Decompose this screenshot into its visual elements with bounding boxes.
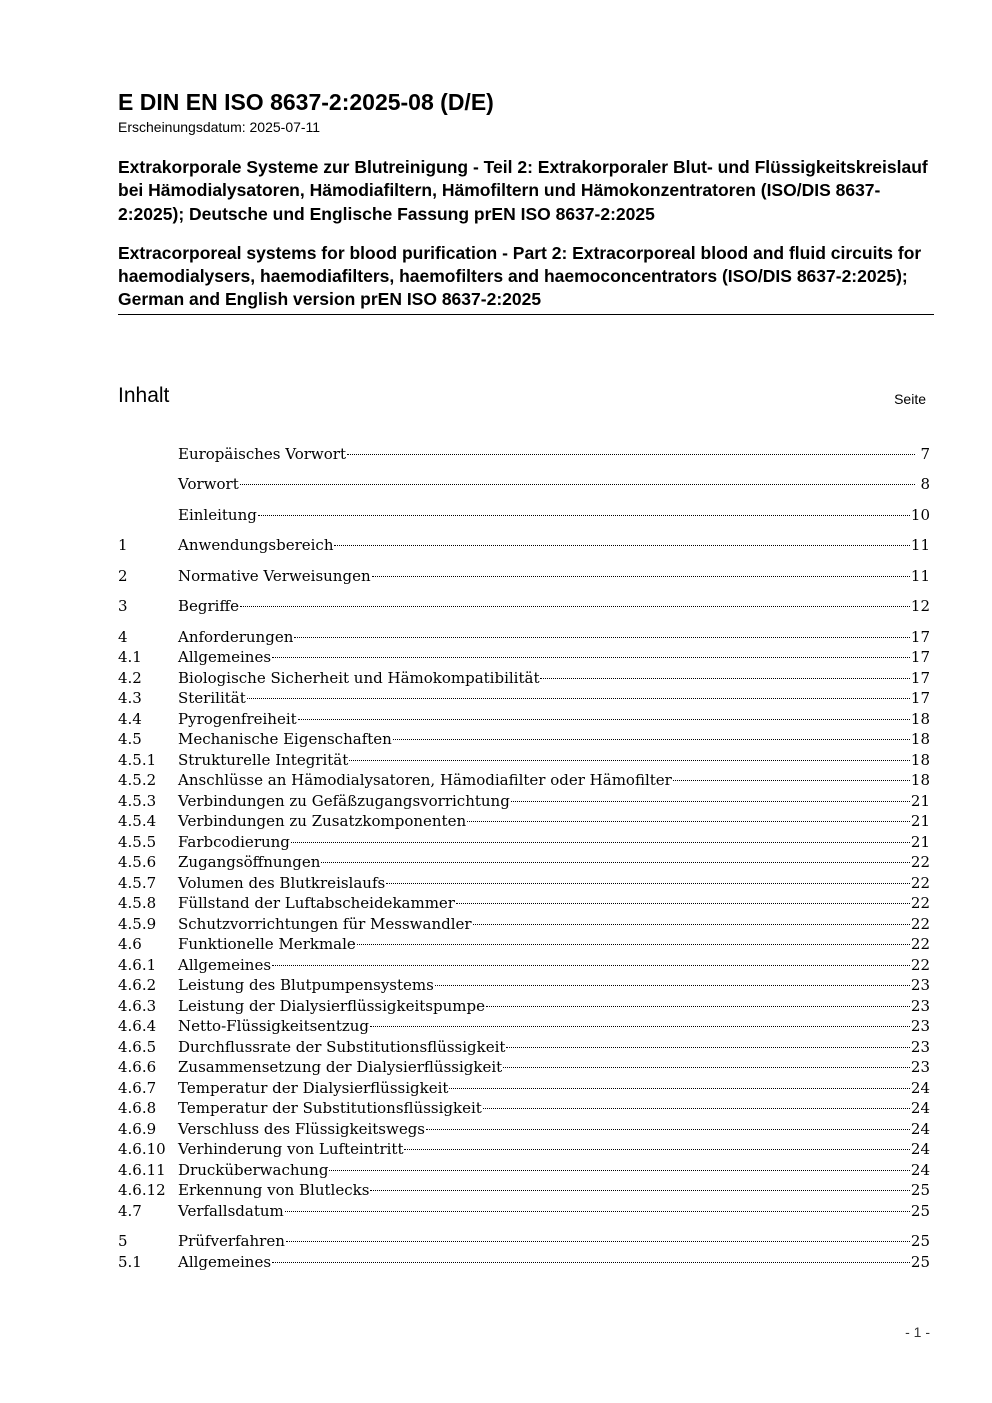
toc-entry-number: 4 — [118, 627, 128, 646]
publication-date: Erscheinungsdatum: 2025-07-11 — [118, 119, 321, 135]
toc-entry[interactable] — [118, 1175, 930, 1199]
title-german: Extrakorporale Systeme zur Blutreinigung - Teil 2: Extrakorporaler Blut- und Flüssigkeitskreislauf bei Hämodialysatoren, Hämodiafiltern, Hämofiltern und Hämokonzentratoren (ISO/DIS 8637-2:2025); Deutsche und Englische Fassung prEN ISO 8637-2:2025 — [118, 157, 928, 224]
toc-leader-dots — [540, 662, 909, 683]
toc-entry-page: 12 — [910, 597, 930, 615]
toc-entry[interactable] — [118, 1246, 930, 1271]
toc-page-label: Seite — [894, 391, 926, 407]
toc-entry-page: 21 — [910, 832, 930, 851]
toc-leader-dots — [357, 929, 910, 950]
toc-entry-label: Verbindungen zu Zusatzkomponenten — [178, 812, 467, 830]
toc-entry-page: 8 — [920, 475, 930, 493]
toc-entry-label: Anschlüsse an Hämodialysatoren, Hämodiafilter oder Hämofilter — [178, 771, 672, 789]
toc-entry-label: Verbindungen zu Gefäßzugangsvorrichtung — [178, 791, 510, 810]
toc-leader-dots — [272, 642, 910, 663]
toc-leader-dots — [294, 621, 910, 642]
toc-leader-dots — [247, 683, 910, 704]
toc-leader-dots — [240, 469, 915, 490]
toc-entry-page: 17 — [910, 627, 930, 646]
toc-entry-label: Mechanische Eigenschaften — [178, 730, 392, 748]
toc-entry-page: 18 — [910, 750, 930, 769]
toc-entry-number: 4.6.12 — [118, 1181, 166, 1199]
toc-entry-page: 22 — [910, 935, 930, 953]
toc-entry[interactable] — [118, 621, 930, 646]
toc-entry-label: Anforderungen — [178, 627, 294, 646]
toc-entry-page: 25 — [910, 1201, 930, 1220]
toc-entry[interactable] — [118, 847, 930, 871]
toc-entry-label: Zugangsöffnungen — [178, 853, 321, 871]
toc-entry[interactable] — [118, 888, 930, 912]
table-of-contents — [118, 438, 930, 1271]
toc-entry[interactable] — [118, 970, 930, 994]
toc-leader-dots — [467, 806, 910, 827]
toc-entry-number: 3 — [118, 597, 128, 615]
toc-entry-page: 22 — [910, 955, 930, 974]
toc-entry-page: 24 — [910, 1119, 930, 1138]
toc-entry-page: 24 — [910, 1099, 930, 1117]
toc-entry-label: Erkennung von Blutlecks — [178, 1181, 370, 1199]
toc-entry-page: 25 — [910, 1181, 930, 1199]
toc-entry-page: 25 — [910, 1252, 930, 1271]
toc-entry-page: 18 — [910, 771, 930, 789]
toc-entry[interactable] — [118, 765, 930, 789]
toc-entry-label: Schutzvorrichtungen für Messwandler — [178, 914, 472, 933]
toc-entry-number: 4.6.11 — [118, 1160, 166, 1179]
toc-leader-dots — [370, 1011, 910, 1032]
toc-entry[interactable] — [118, 1113, 930, 1138]
toc-leader-dots — [291, 826, 910, 847]
toc-entry-page: 22 — [910, 853, 930, 871]
toc-entry-number: 4.6.4 — [118, 1017, 157, 1035]
toc-entry-page: 24 — [910, 1140, 930, 1158]
toc-entry-number: 4.3 — [118, 689, 142, 707]
toc-entry-page: 18 — [910, 709, 930, 728]
toc-entry-label: Verhinderung von Lufteintritt — [178, 1140, 404, 1158]
toc-entry-number: 4.6.3 — [118, 996, 157, 1015]
toc-entry-number: 4.5.9 — [118, 914, 157, 933]
toc-entry-label: Allgemeines — [178, 648, 272, 666]
toc-entry-page: 22 — [910, 914, 930, 933]
toc-leader-dots — [298, 703, 910, 724]
toc-leader-dots — [286, 1226, 910, 1247]
toc-leader-dots — [370, 1175, 910, 1196]
toc-leader-dots — [349, 744, 910, 765]
toc-leader-dots — [483, 1093, 910, 1114]
toc-entry-page: 11 — [910, 566, 930, 585]
page-number: - 1 - — [905, 1324, 930, 1340]
toc-entry[interactable] — [118, 642, 930, 666]
toc-entry-page: 23 — [910, 976, 930, 994]
toc-entry-number: 5.1 — [118, 1252, 142, 1271]
toc-leader-dots — [673, 765, 910, 786]
toc-entry-page: 10 — [910, 505, 930, 524]
toc-entry-number: 4.6.5 — [118, 1037, 157, 1056]
toc-entry-label: Vorwort — [178, 475, 239, 493]
toc-leader-dots — [386, 867, 910, 888]
toc-entry-label: Farbcodierung — [178, 832, 290, 851]
toc-entry[interactable] — [118, 908, 930, 933]
toc-entry-label: Strukturelle Integrität — [178, 750, 349, 769]
toc-entry[interactable] — [118, 703, 930, 728]
toc-entry-page: 7 — [920, 444, 930, 463]
toc-entry-number: 4.5.8 — [118, 894, 157, 912]
toc-entry-number: 4.1 — [118, 648, 142, 666]
toc-leader-dots — [334, 530, 909, 551]
toc-entry-number: 4.4 — [118, 709, 142, 728]
toc-entry-label: Funktionelle Merkmale — [178, 935, 356, 953]
toc-entry-label: Temperatur der Substitutionsflüssigkeit — [178, 1099, 482, 1117]
toc-entry[interactable] — [118, 1195, 930, 1220]
toc-entry-page: 25 — [910, 1232, 930, 1250]
toc-entry[interactable] — [118, 949, 930, 974]
toc-leader-dots — [486, 990, 910, 1011]
toc-entry-number: 1 — [118, 536, 128, 554]
toc-entry-number: 4.5 — [118, 730, 142, 748]
toc-entry-number: 4.5.2 — [118, 771, 157, 789]
toc-entry[interactable] — [118, 1154, 930, 1179]
toc-leader-dots — [426, 1113, 910, 1134]
toc-entry-page: 22 — [910, 873, 930, 892]
toc-entry-number: 4.7 — [118, 1201, 142, 1220]
toc-entry-label: Netto-Flüssigkeitsentzug — [178, 1017, 370, 1035]
toc-entry-label: Sterilität — [178, 689, 246, 707]
toc-entry-number: 2 — [118, 566, 128, 585]
document-id: E DIN EN ISO 8637-2:2025-08 (D/E) — [118, 89, 494, 115]
toc-entry[interactable] — [118, 1226, 930, 1250]
toc-entry-number: 4.5.5 — [118, 832, 157, 851]
toc-leader-dots — [393, 724, 910, 745]
toc-entry-label: Temperatur der Dialysierflüssigkeit — [178, 1078, 449, 1097]
toc-entry[interactable] — [118, 1011, 930, 1035]
toc-leader-dots — [347, 438, 915, 459]
title-english: Extracorporeal systems for blood purification - Part 2: Extracorporeal blood and fluid circuits for haemodialysers, haemodiafilters, haemofilters and haemoconcentrators (ISO/DIS 8637-2:2025); German and English version prEN ISO 8637-2:2025 — [118, 242, 934, 315]
toc-leader-dots — [272, 1246, 910, 1267]
toc-entry-number: 4.6.1 — [118, 955, 157, 974]
toc-leader-dots — [503, 1052, 910, 1073]
toc-entry-number: 4.5.1 — [118, 750, 157, 769]
toc-entry-number: 4.5.7 — [118, 873, 157, 892]
toc-entry-page: 21 — [910, 791, 930, 810]
toc-entry[interactable] — [118, 683, 930, 707]
toc-entry[interactable] — [118, 662, 930, 687]
toc-entry[interactable] — [118, 560, 930, 585]
toc-leader-dots — [372, 560, 910, 581]
toc-entry-page: 17 — [910, 689, 930, 707]
toc-entry-label: Normative Verweisungen — [178, 566, 371, 585]
toc-entry-label: Verfallsdatum — [178, 1201, 284, 1220]
toc-entry-number: 4.5.6 — [118, 853, 157, 871]
toc-entry[interactable] — [118, 499, 930, 524]
toc-entry-number: 4.6 — [118, 935, 142, 953]
toc-entry[interactable] — [118, 1031, 930, 1056]
toc-leader-dots — [404, 1134, 909, 1155]
toc-entry-label: Volumen des Blutkreislaufs — [178, 873, 386, 892]
toc-leader-dots — [285, 1195, 910, 1216]
toc-entry-label: Allgemeines — [178, 955, 272, 974]
toc-entry[interactable] — [118, 826, 930, 851]
toc-title: Inhalt — [118, 384, 170, 407]
toc-entry-label: Leistung der Dialysierflüssigkeitspumpe — [178, 996, 485, 1015]
toc-entry[interactable] — [118, 806, 930, 830]
toc-entry-page: 22 — [910, 894, 930, 912]
toc-entry[interactable] — [118, 1093, 930, 1117]
toc-leader-dots — [258, 499, 910, 520]
toc-entry[interactable] — [118, 1052, 930, 1076]
toc-leader-dots — [240, 591, 910, 612]
toc-leader-dots — [456, 888, 910, 909]
toc-entry-label: Füllstand der Luftabscheidekammer — [178, 894, 455, 912]
toc-entry[interactable] — [118, 929, 930, 953]
toc-entry-number: 4.5.4 — [118, 812, 157, 830]
toc-entry-label: Zusammensetzung der Dialysierflüssigkeit — [178, 1058, 503, 1076]
toc-leader-dots — [321, 847, 910, 868]
toc-entry-label: Allgemeines — [178, 1252, 272, 1271]
toc-leader-dots — [329, 1154, 909, 1175]
toc-entry[interactable] — [118, 724, 930, 748]
toc-entry-page: 18 — [910, 730, 930, 748]
toc-entry-number: 4.6.10 — [118, 1140, 166, 1158]
toc-entry-label: Drucküberwachung — [178, 1160, 329, 1179]
toc-entry[interactable] — [118, 591, 930, 615]
toc-entry-number: 5 — [118, 1232, 128, 1250]
toc-entry[interactable] — [118, 785, 930, 810]
toc-entry-page: 23 — [910, 1037, 930, 1056]
toc-entry-label: Begriffe — [178, 597, 240, 615]
toc-entry[interactable] — [118, 438, 930, 463]
toc-entry-page: 11 — [910, 536, 930, 554]
document-header — [118, 88, 934, 315]
toc-leader-dots — [272, 949, 910, 970]
toc-entry-page: 23 — [910, 996, 930, 1015]
toc-entry-label: Anwendungsbereich — [178, 536, 334, 554]
toc-entry-page: 17 — [910, 668, 930, 687]
toc-entry[interactable] — [118, 990, 930, 1015]
toc-entry-number: 4.6.8 — [118, 1099, 157, 1117]
toc-entry-label: Einleitung — [178, 505, 257, 524]
toc-leader-dots — [506, 1031, 910, 1052]
toc-entry-page: 24 — [910, 1078, 930, 1097]
toc-heading — [118, 382, 926, 412]
toc-entry-number: 4.6.7 — [118, 1078, 157, 1097]
toc-entry-page: 23 — [910, 1058, 930, 1076]
toc-entry-label: Prüfverfahren — [178, 1232, 285, 1250]
toc-entry-page: 17 — [910, 648, 930, 666]
toc-entry[interactable] — [118, 530, 930, 554]
toc-leader-dots — [435, 970, 910, 991]
toc-entry[interactable] — [118, 867, 930, 892]
toc-leader-dots — [511, 785, 910, 806]
toc-leader-dots — [473, 908, 910, 929]
toc-entry-label: Pyrogenfreiheit — [178, 709, 297, 728]
toc-entry-page: 23 — [910, 1017, 930, 1035]
toc-entry-number: 4.2 — [118, 668, 142, 687]
toc-entry-label: Leistung des Blutpumpensystems — [178, 976, 434, 994]
toc-entry-label: Biologische Sicherheit und Hämokompatibilität — [178, 668, 540, 687]
toc-leader-dots — [449, 1072, 909, 1093]
toc-entry[interactable] — [118, 1072, 930, 1097]
toc-entry[interactable] — [118, 469, 930, 493]
toc-entry-number: 4.6.9 — [118, 1119, 157, 1138]
toc-entry-number: 4.6.6 — [118, 1058, 157, 1076]
toc-entry-label: Europäisches Vorwort — [178, 444, 346, 463]
toc-entry-number: 4.6.2 — [118, 976, 157, 994]
toc-entry-label: Verschluss des Flüssigkeitswegs — [178, 1119, 425, 1138]
toc-entry[interactable] — [118, 1134, 930, 1158]
toc-entry-page: 21 — [910, 812, 930, 830]
toc-entry-page: 24 — [910, 1160, 930, 1179]
toc-entry-label: Durchflussrate der Substitutionsflüssigkeit — [178, 1037, 506, 1056]
toc-entry-number: 4.5.3 — [118, 791, 157, 810]
toc-entry[interactable] — [118, 744, 930, 769]
